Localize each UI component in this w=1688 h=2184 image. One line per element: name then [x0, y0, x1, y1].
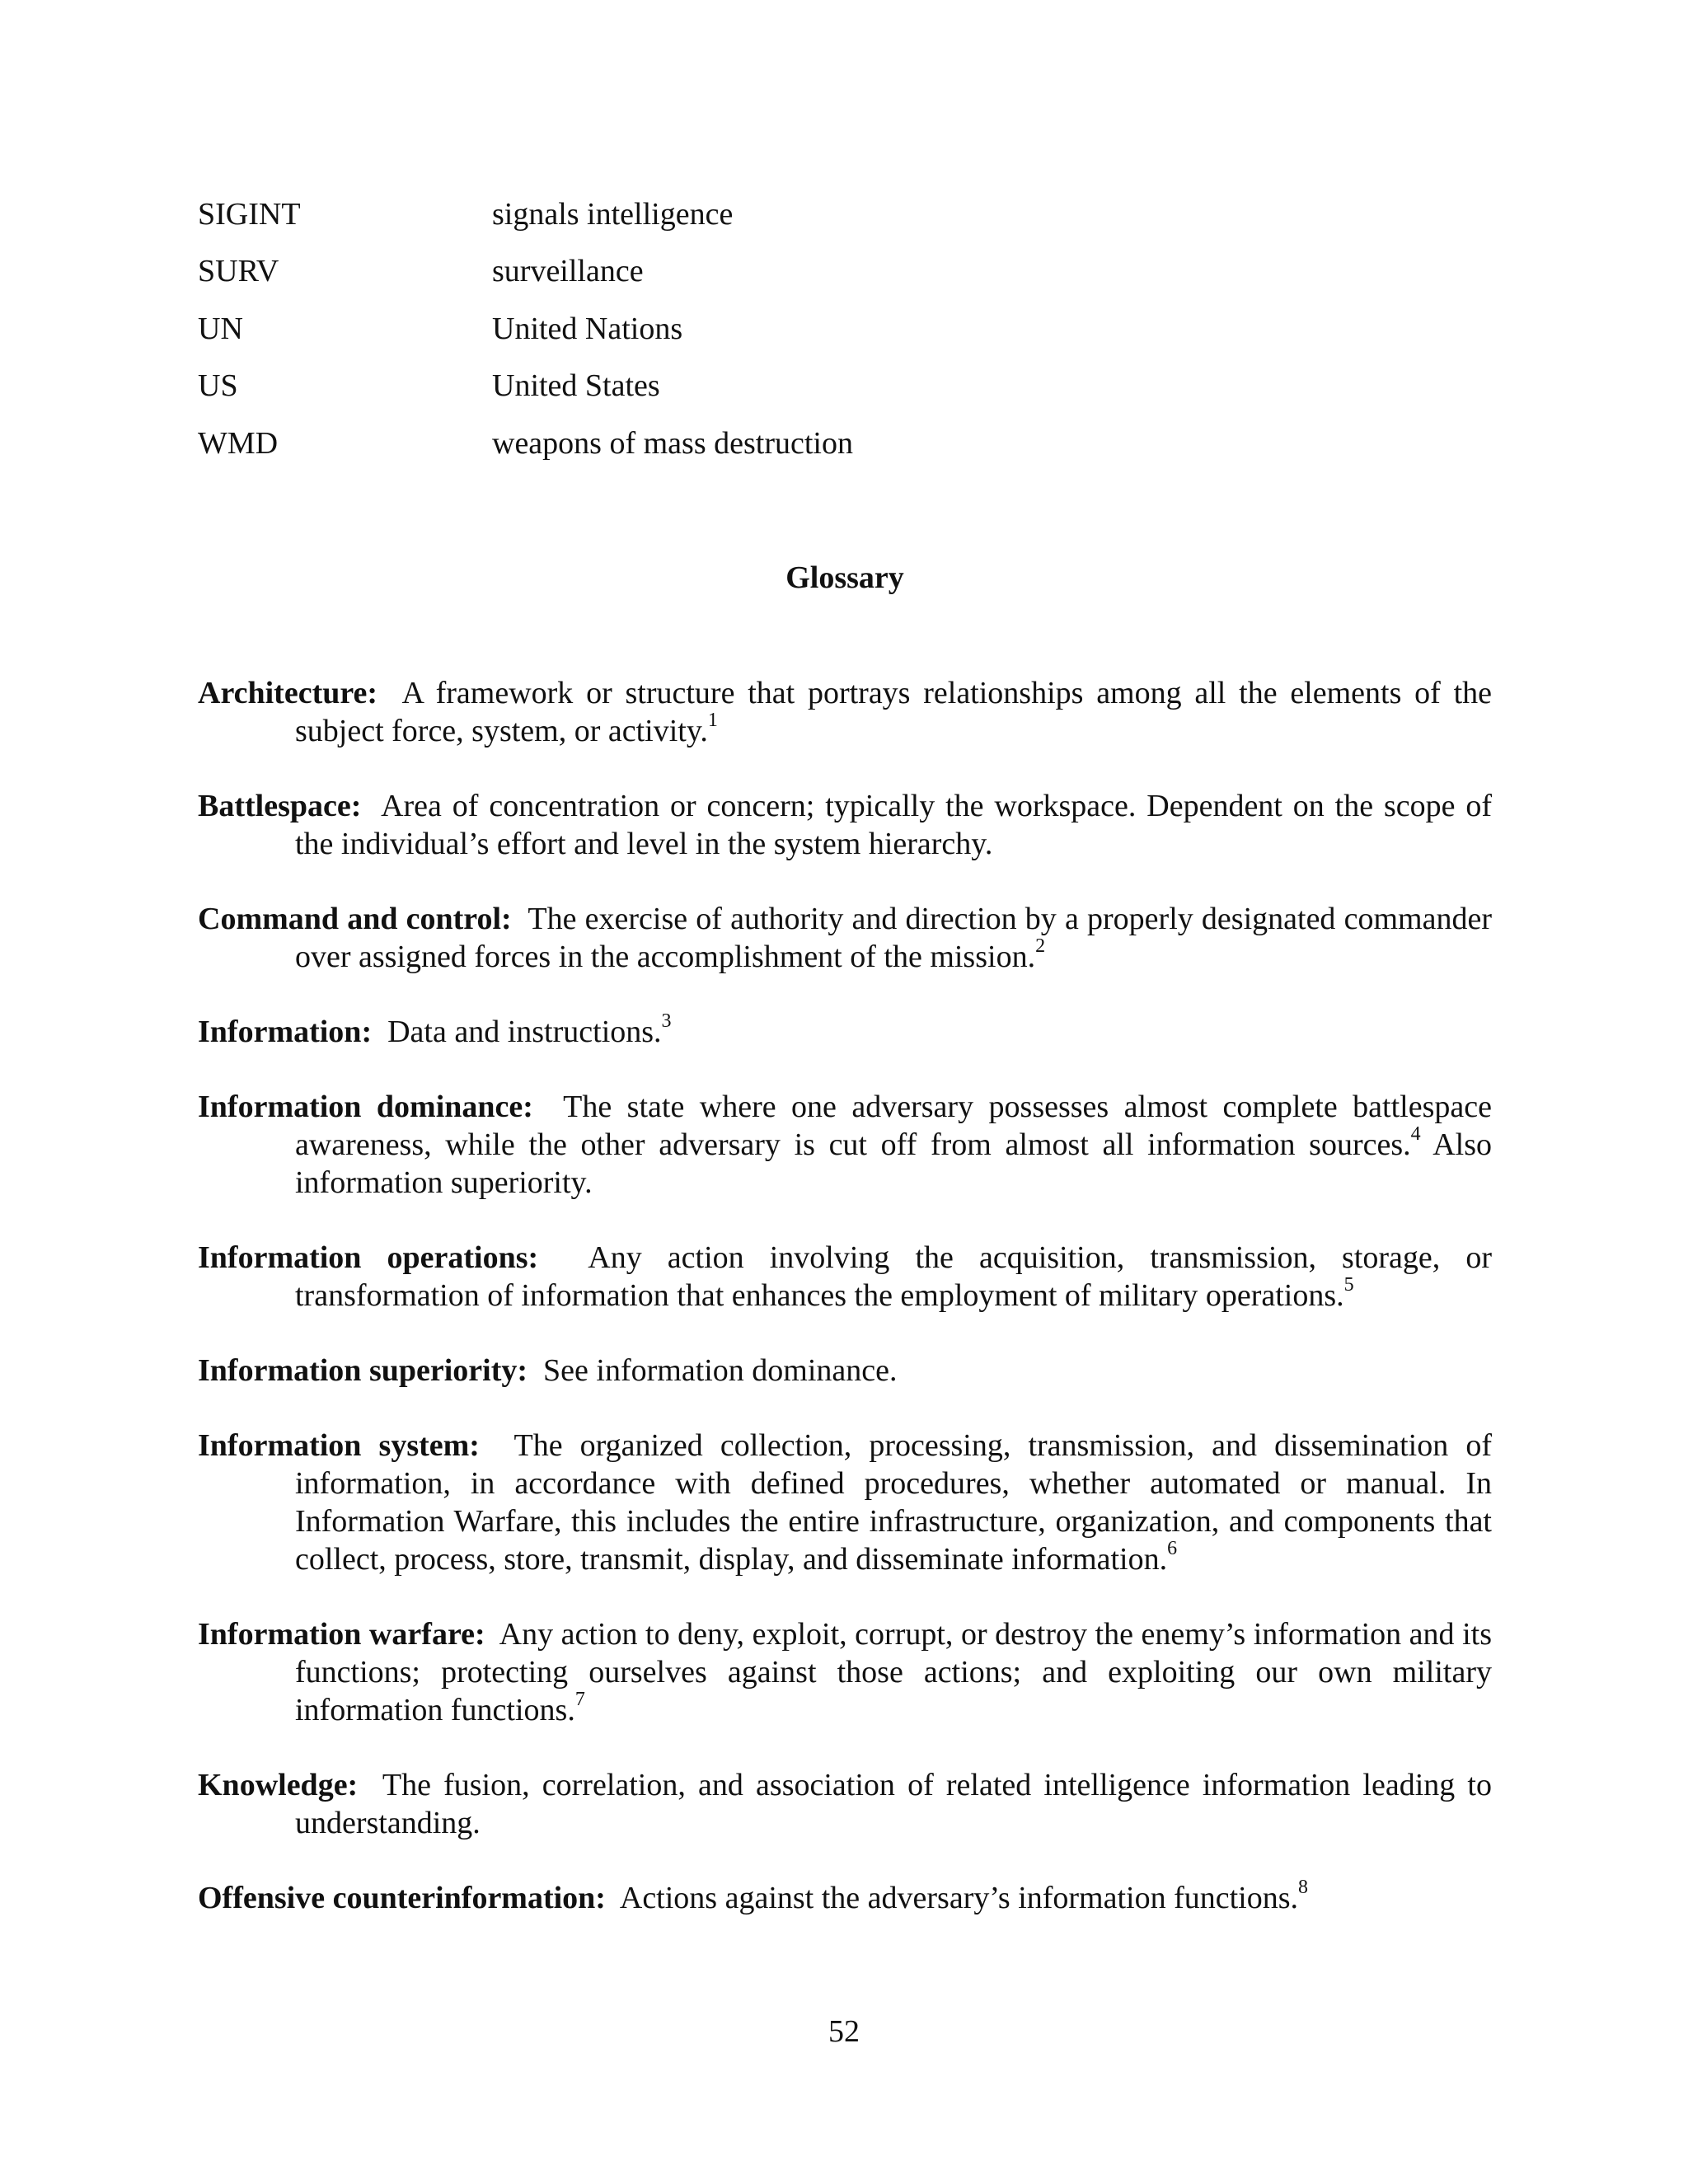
abbreviation-definition: weapons of mass destruction	[492, 425, 853, 461]
footnote-marker: 6	[1167, 1537, 1178, 1559]
glossary-entry	[198, 1239, 1492, 1315]
glossary-term: Knowledge:	[198, 1767, 359, 1802]
glossary-term: Information warfare:	[198, 1616, 485, 1652]
glossary-definition: Any action involving the acquisition, transmission, storage, or transformation of information that enhances the employment of military operations.	[295, 1240, 1492, 1313]
abbreviation-row	[198, 243, 1492, 301]
glossary-definition: Data and instructions.	[387, 1014, 662, 1049]
glossary-definition-continued: Also information superiority.	[295, 1127, 1492, 1200]
footnote-marker: 1	[707, 709, 718, 731]
glossary-definition: A framework or structure that portrays relationships among all the elements of the subject force, system, or activity.	[295, 675, 1492, 748]
footnote-marker: 5	[1343, 1273, 1354, 1296]
glossary-entry	[198, 1352, 1492, 1390]
abbreviation-definition: United States	[492, 368, 660, 404]
glossary-entry	[198, 1088, 1492, 1202]
glossary-term: Information superiority:	[198, 1352, 528, 1388]
abbreviation-term: SIGINT	[198, 196, 301, 232]
glossary-term: Offensive counterinformation:	[198, 1880, 606, 1915]
glossary-term: Information:	[198, 1014, 373, 1049]
abbreviation-term: US	[198, 368, 238, 404]
glossary-term: Architecture:	[198, 675, 378, 710]
glossary-entry	[198, 1615, 1492, 1729]
glossary-definition: Area of concentration or concern; typically the workspace. Dependent on the scope of the individual’s effort and level in the system hierarchy.	[295, 788, 1493, 861]
glossary-entry	[198, 900, 1492, 976]
footnote-marker: 2	[1035, 935, 1046, 957]
glossary-definition: The state where one adversary possesses almost complete battlespace awareness, while the other adversary is cut off from almost all information sources.	[295, 1089, 1492, 1162]
footnote-marker: 3	[661, 1010, 672, 1032]
glossary-entry	[198, 1010, 1492, 1051]
glossary-entry	[198, 674, 1492, 750]
glossary-definition: Any action to deny, exploit, corrupt, or destroy the enemy’s information and its functions; protecting ourselves against those actions; and exploiting our own military information functions.	[295, 1616, 1492, 1727]
glossary-definition: See information dominance.	[543, 1352, 898, 1388]
abbreviation-term: SURV	[198, 254, 279, 289]
abbreviation-row	[198, 358, 1492, 415]
glossary-entry	[198, 1876, 1492, 1917]
abbreviation-list	[198, 185, 1492, 472]
glossary-entry	[198, 1766, 1492, 1842]
page-number: 52	[828, 2014, 860, 2049]
footnote-marker: 8	[1298, 1876, 1309, 1898]
abbreviation-definition: United Nations	[492, 311, 683, 346]
abbreviation-definition: surveillance	[492, 254, 644, 289]
abbreviation-term: UN	[198, 311, 243, 346]
glossary-term: Command and control:	[198, 901, 512, 936]
glossary-entries	[198, 674, 1492, 1917]
glossary-definition: The organized collection, processing, transmission, and dissemination of information, in accordance with defined procedures, whether automated or manual. In Information Warfare, this includes the entire infrastructure, organization, and components that collect, process, store, transmit, display, and disseminate information.	[295, 1427, 1492, 1577]
document-page	[198, 185, 1492, 1954]
glossary-entry	[198, 1427, 1492, 1578]
glossary-definition: Actions against the adversary’s information functions.	[619, 1880, 1299, 1915]
abbreviation-term: WMD	[198, 425, 279, 461]
abbreviation-row	[198, 300, 1492, 358]
glossary-term: Information dominance:	[198, 1089, 533, 1124]
glossary-heading: Glossary	[785, 560, 904, 595]
glossary-definition: The fusion, correlation, and association of related intelligence information leading to understanding.	[295, 1767, 1492, 1840]
glossary-term: Information system:	[198, 1427, 480, 1463]
glossary-definition: The exercise of authority and direction by a properly designated commander over assigned forces in the accomplishment of the mission.	[295, 901, 1492, 974]
abbreviation-definition: signals intelligence	[492, 196, 734, 232]
footnote-marker: 4	[1410, 1122, 1421, 1145]
footnote-marker: 7	[574, 1688, 585, 1710]
glossary-entry	[198, 787, 1492, 863]
glossary-term: Battlespace:	[198, 788, 362, 823]
glossary-term: Information operations:	[198, 1240, 539, 1275]
abbreviation-row	[198, 415, 1492, 472]
abbreviation-row	[198, 185, 1492, 243]
